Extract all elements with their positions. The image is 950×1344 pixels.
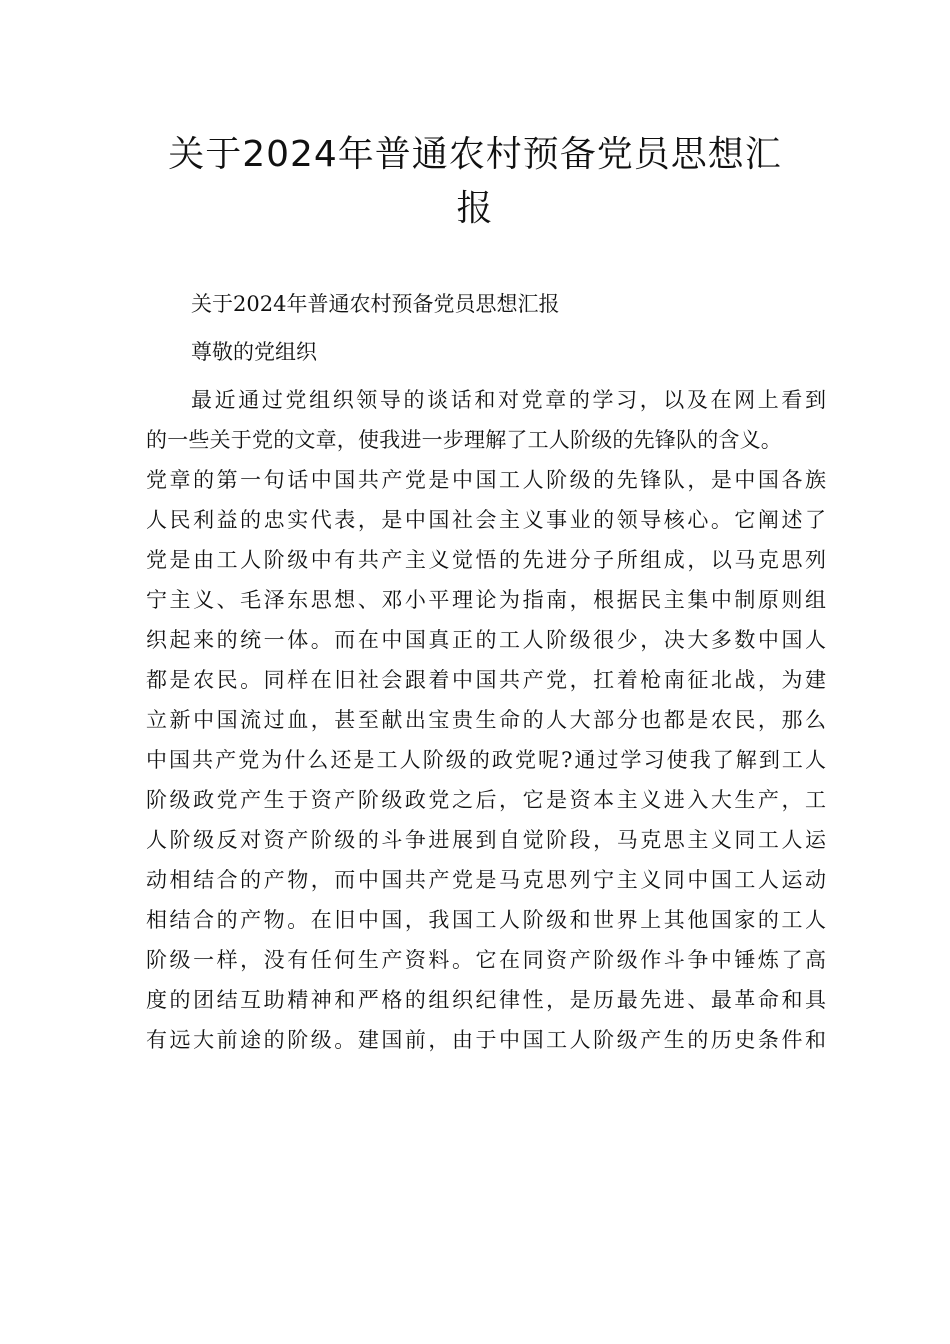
- body-line: 人民利益的忠实代表，是中国社会主义事业的领导核心。它阐述了: [146, 508, 826, 532]
- body-line: 宁主义、毛泽东思想、邓小平理论为指南，根据民主集中制原则组: [146, 588, 826, 612]
- document-body: [146, 280, 826, 1064]
- document-title: [120, 128, 830, 236]
- body-line: 有远大前途的阶级。建国前，由于中国工人阶级产生的历史条件和: [146, 1028, 826, 1052]
- body-line: 中国共产党为什么还是工人阶级的政党呢?通过学习使我了解到工人: [146, 748, 826, 772]
- body-line: 立新中国流过血，甚至献出宝贵生命的人大部分也都是农民，那么: [146, 708, 826, 732]
- body-line: 阶级政党产生于资产阶级政党之后，它是资本主义进入大生产，工: [146, 788, 826, 812]
- subtitle-paragraph: [146, 280, 826, 328]
- salutation-paragraph: [146, 328, 826, 376]
- body-line: 党是由工人阶级中有共产主义觉悟的先进分子所组成，以马克思列: [146, 548, 826, 572]
- main-paragraph: [146, 376, 826, 1064]
- document-title-line-1: 关于2024年普通农村预备党员思想汇: [168, 134, 782, 175]
- body-line: 的一些关于党的文章，使我进一步理解了工人阶级的先锋队的含义。: [146, 428, 782, 452]
- body-line: 织起来的统一体。而在中国真正的工人阶级很少，决大多数中国人: [146, 628, 826, 652]
- subtitle-text: 关于2024年普通农村预备党员思想汇报: [191, 292, 560, 316]
- body-line: 动相结合的产物，而中国共产党是马克思列宁主义同中国工人运动: [146, 868, 826, 892]
- body-line: 阶级一样，没有任何生产资料。它在同资产阶级作斗争中锤炼了高: [146, 948, 826, 972]
- body-line: 最近通过党组织领导的谈话和对党章的学习，以及在网上看到: [191, 388, 826, 412]
- body-line: 党章的第一句话中国共产党是中国工人阶级的先锋队，是中国各族: [146, 468, 826, 492]
- body-line: 相结合的产物。在旧中国，我国工人阶级和世界上其他国家的工人: [146, 908, 826, 932]
- salutation-text: 尊敬的党组织: [191, 340, 317, 364]
- body-line: 度的团结互助精神和严格的组织纪律性，是历最先进、最革命和具: [146, 988, 826, 1012]
- body-line: 人阶级反对资产阶级的斗争进展到自觉阶段，马克思主义同工人运: [146, 828, 826, 852]
- body-line: 都是农民。同样在旧社会跟着中国共产党，扛着枪南征北战，为建: [146, 668, 826, 692]
- document-title-line-2: 报: [456, 188, 494, 229]
